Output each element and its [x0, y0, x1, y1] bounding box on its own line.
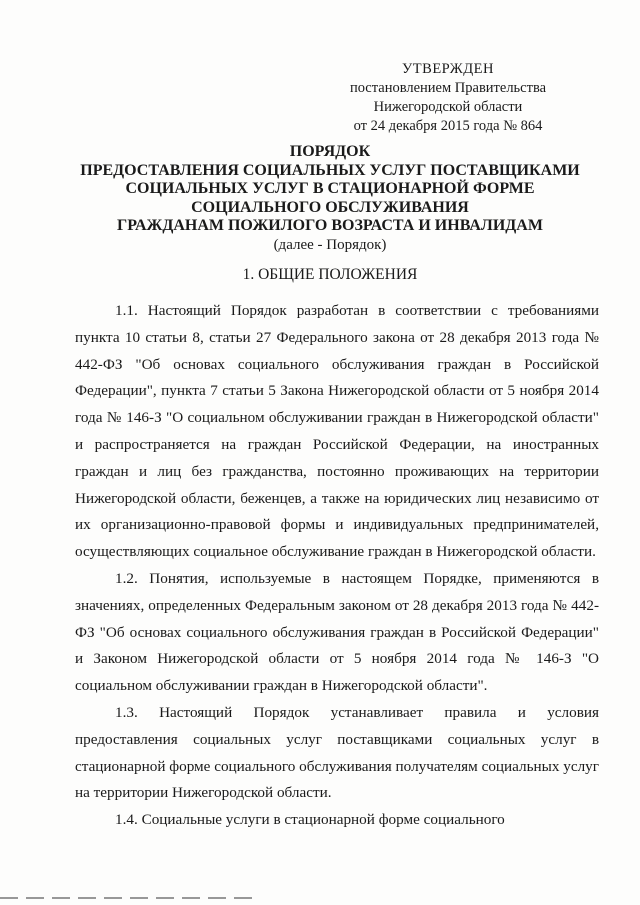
- title-line-5: ГРАЖДАНАМ ПОЖИЛОГО ВОЗРАСТА И ИНВАЛИДАМ: [117, 217, 543, 234]
- approval-title: УТВЕРЖДЕН: [402, 61, 494, 77]
- document-body: [75, 298, 599, 834]
- title-line-2: ПРЕДОСТАВЛЕНИЯ СОЦИАЛЬНЫХ УСЛУГ ПОСТАВЩИКАМИ: [80, 161, 580, 179]
- title-line-1: ПОРЯДОК: [289, 143, 371, 160]
- approval-stamp: [318, 60, 578, 136]
- approval-line-region: Нижегородской области: [373, 99, 523, 115]
- approval-line-date: от 24 декабря 2015 года № 864: [353, 118, 543, 134]
- approval-line-decree: постановлением Правительства: [349, 80, 547, 96]
- paragraph-1-3: 1.3. Настоящий Порядок устанавливает правила и условия предоставления социальных услуг поставщиками социальных услуг в стационарной форме социального обслуживания получателям социальных услуг на территории Нижегородской области.: [75, 703, 600, 802]
- paragraph-1-2: 1.2. Понятия, используемые в настоящем Порядке, применяются в значениях, определенных Федеральным законом от 28 декабря 2013 года № 442-ФЗ "Об основах социального обслуживания граждан в Российской Федерации" и Законом Нижегородской области от 5 ноября 2014 года № 146-З "О социальном обслуживании граждан в Нижегородской области".: [75, 569, 599, 695]
- paragraph-1-1: 1.1. Настоящий Порядок разработан в соответствии с требованиями пункта 10 статьи 8, статьи 27 Федерального закона от 28 декабря 2013 года № 442-ФЗ "Об основах социального обслуживания граждан в Российской Федерации", пункта 7 статьи 5 Закона Нижегородской области от 5 ноября 2014 года № 146-З "О социальном обслуживании граждан в Нижегородской области" и распространяется на граждан Российской Федерации, на иностранных граждан и лиц без гражданства, постоянно проживающих на территории Нижегородской области, беженцев, а также на юридических лиц независимо от их организационно-правовой формы и индивидуальных предпринимателей, осуществляющих социальное обслуживание граждан в Нижегородской области.: [75, 302, 599, 561]
- title-line-4: СОЦИАЛЬНОГО ОБСЛУЖИВАНИЯ: [191, 198, 469, 216]
- document-title: [60, 143, 600, 254]
- title-note: (далее - Порядок): [273, 236, 387, 253]
- scan-edge-mark: [0, 897, 260, 899]
- title-line-3: СОЦИАЛЬНЫХ УСЛУГ В СТАЦИОНАРНОЙ ФОРМЕ: [125, 180, 535, 197]
- paragraph-1-4: 1.4. Социальные услуги в стационарной форме социального: [115, 811, 505, 829]
- section-heading: 1. ОБЩИЕ ПОЛОЖЕНИЯ: [242, 266, 418, 283]
